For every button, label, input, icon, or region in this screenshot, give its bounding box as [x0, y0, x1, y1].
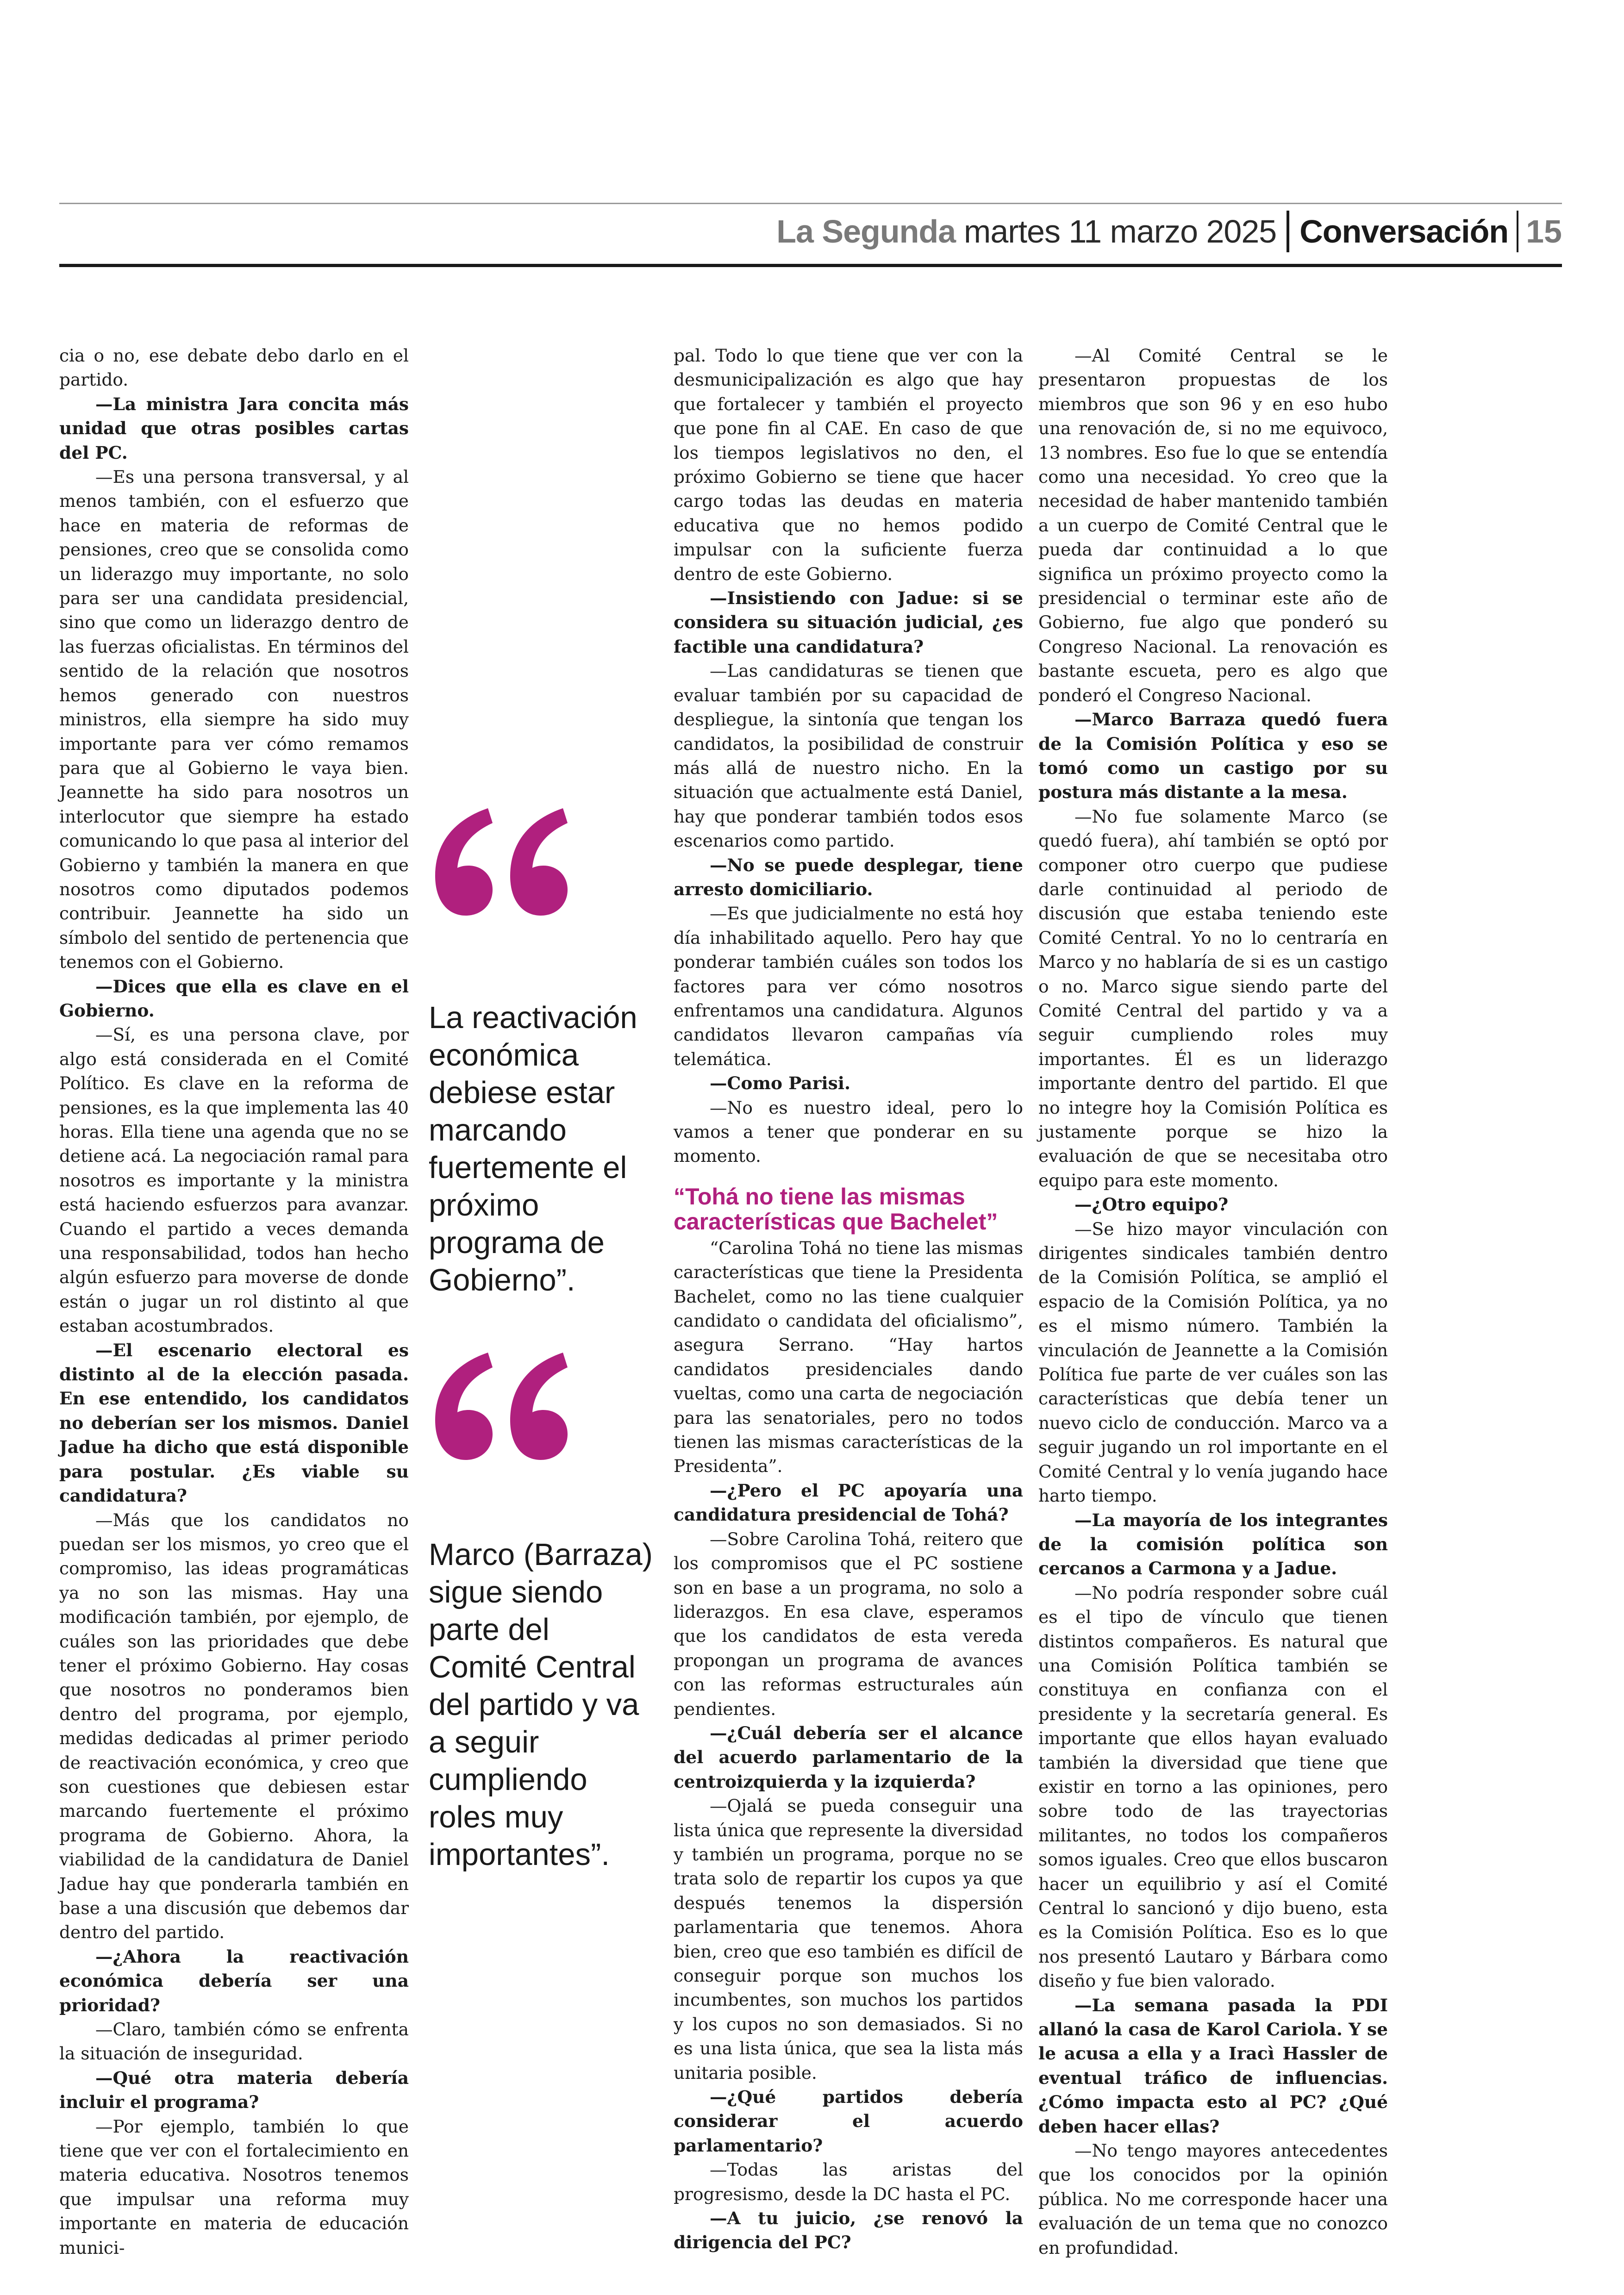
interview-question: —El escenario electoral es distinto al de la elección pasada. En ese entendido, los candidatos no deberían ser los mismos. Daniel Jadue ha dicho que está disponible para postular. ¿Es viable su candidatura? — [59, 1340, 409, 1506]
quote-mark-icon — [429, 1351, 568, 1462]
header-separator — [1287, 211, 1289, 252]
header-bottom-rule — [59, 264, 1562, 267]
subheading: “Tohá no tiene las mismas características que Bachelet” — [674, 1183, 998, 1235]
paragraph: —No fue solamente Marco (se quedó fuera), ahí también se optó por componer otro cuerpo que pudiese darle continuidad al periodo de discusión que estaba teniendo este Comité Central. Yo no lo centraría en Marco y no hablaría de si es un castigo o no. Marco sigue siendo parte del Comité Central del partido y va a seguir cumpliendo roles muy importantes. Él es un liderazgo importante dentro del partido. El que no integre hoy la Comisión Política es justamente porque se hizo la evaluación de que se necesitaba otro equipo para este momento. — [1038, 806, 1388, 1191]
paragraph: —No es nuestro ideal, pero lo vamos a tener que ponderar en su momento. — [674, 1097, 1023, 1166]
header-separator — [1517, 211, 1518, 252]
interview-question: —¿Qué partidos debería considerar el acuerdo parlamentario? — [674, 2087, 1023, 2156]
paragraph: —Claro, también cómo se enfrenta la situación de inseguridad. — [59, 2019, 409, 2064]
section-name: Conversación — [1299, 213, 1509, 249]
paragraph: —Ojalá se pueda conseguir una lista única que represente la diversidad y también un programa, porque no se trata solo de repartir los cupos ya que después tenemos la dispersión parlamentaria que tenemos. Ahora bien, creo que eso también es difícil de conseguir porque son muchos los incumbentes, son muchos los partidos y los cupos no son demasiados. Si no es una lista única, que sea la lista más unitaria posible. — [674, 1796, 1023, 2083]
interview-question: —La mayoría de los integrantes de la comisión política son cercanos a Carmona y a Jadue. — [1038, 1509, 1388, 1579]
interview-question: —La semana pasada la PDI allanó la casa de Karol Cariola. Y se le acusa a ella y a Iracì Hassler de eventual tráfico de influencias. ¿Cómo impacta esto al PC? ¿Qué deben hacer ellas? — [1038, 1995, 1388, 2137]
interview-question: —A tu juicio, ¿se renovó la dirigencia del PC? — [674, 2208, 1023, 2253]
interview-question: —Insistiendo con Jadue: si se considera su situación judicial, ¿es factible una candidatura? — [674, 588, 1023, 657]
interview-question: —¿Cuál debería ser el alcance del acuerdo parlamentario de la centroizquierda y la izquierda? — [674, 1722, 1023, 1792]
paragraph: cia o no, ese debate debo darlo en el partido. — [59, 345, 409, 390]
paragraph: “Carolina Tohá no tiene las mismas características que tiene la Presidenta Bachelet, como no las tiene cualquier candidato o candidata del oficialismo”, asegura Serrano. “Hay hartos candidatos presidenciales dando vueltas, como una carta de negociación para las senatoriales, pero no todos tienen las mismas características de la Presidenta”. — [674, 1237, 1023, 1477]
paragraph: pal. Todo lo que tiene que ver con la desmunicipalización es algo que hay que fortalecer y también el proyecto que pone fin al CAE. En caso de que los tiempos legislativos no den, el próximo Gobierno se tiene que hacer cargo todas las deudas en materia educativa que no hemos podido impulsar con la suficiente fuerza dentro de este Gobierno. — [674, 345, 1023, 584]
issue-date: martes 11 marzo 2025 — [964, 213, 1277, 249]
paragraph: —Por ejemplo, también lo que tiene que ver con el fortalecimiento en materia educativa. Nosotros tenemos que impulsar una reforma muy importante en materia de educación munici- — [59, 2116, 409, 2258]
interview-question: —¿Pero el PC apoyaría una candidatura presidencial de Tohá? — [674, 1480, 1023, 1525]
paragraph: —Es una persona transversal, y al menos también, con el esfuerzo que hace en materia de reformas de pensiones, creo que se consolida como un liderazgo muy importante, no solo para ser una candidata presidencial, sino que como un liderazgo dentro de las fuerzas oficialistas. En términos del sentido de la relación que nosotros hemos generado con nuestros ministros, ella siempre ha sido muy importante para ver cómo remamos para que al Gobierno le vaya bien. Jeannette ha sido para nosotros un interlocutor que siempre ha estado comunicando lo que pasa al interior del Gobierno y también la manera en que nosotros como diputados podemos contribuir. Jeannette ha sido un símbolo del sentido de pertenencia que tenemos con el Gobierno. — [59, 467, 409, 973]
paragraph: —Sí, es una persona clave, por algo está considerada en el Comité Político. Es clave en la reforma de pensiones, es la que implementa las 40 horas. Ella tiene una agenda que no se detiene acá. La negociación ramal para nosotros es importante y la ministra está haciendo esfuerzos para avanzar. Cuando el partido a veces demanda una responsabilidad, todos han hecho algún esfuerzo para moverse de donde están o jugar un rol distinto al que estaban acostumbrados. — [59, 1024, 409, 1336]
pull-quote: Marco (Barraza) sigue siendo parte del Comité Central del partido y va a seguir cumpliendo roles muy importantes”. — [429, 1537, 653, 1872]
paragraph: —Es que judicialmente no está hoy día inhabilitado aquello. Pero hay que ponderar también cuáles son todos los factores para ver cómo nosotros enfrentamos una candidatura. Algunos candidatos llevaron campañas vía telemática. — [674, 903, 1023, 1069]
interview-question: —Dices que ella es clave en el Gobierno. — [59, 976, 409, 1021]
paragraph: —No tengo mayores antecedentes que los conocidos por la opinión pública. No me corresponde hacer una evaluación de un tema que no conozco en profundidad. — [1038, 2140, 1388, 2258]
page-header — [776, 204, 1562, 259]
article-column-1 — [59, 343, 409, 2260]
interview-question: —¿Otro equipo? — [1074, 1194, 1229, 1215]
newspaper-name: La Segunda — [776, 213, 956, 249]
interview-question: —No se puede desplegar, tiene arresto domiciliario. — [674, 854, 1023, 899]
interview-question: —¿Ahora la reactivación económica debería ser una prioridad? — [59, 1946, 409, 2015]
article-column-2 — [674, 343, 1023, 2255]
interview-question: —Qué otra materia debería incluir el programa? — [59, 2067, 409, 2113]
interview-question: —La ministra Jara concita más unidad que otras posibles cartas del PC. — [59, 393, 409, 463]
page-number: 15 — [1526, 213, 1562, 249]
paragraph: —No podría responder sobre cuál es el tipo de vínculo que tienen distintos compañeros. Es natural que una Comisión Política también se constituya en confianza con el presidente y la secretaría general. Es importante que ellos hayan evaluado también la diversidad que tiene que existir en torno a las opiniones, pero sobre todo de las trayectorias militantes, no todos los compañeros somos iguales. Creo que ellos buscaron hacer un equilibrio y así el Comité Central lo sancionó y dijo bueno, esta es la Comisión Política. Eso es lo que nos presentó Lautaro y Bárbara como diseño y fue bien valorado. — [1038, 1582, 1388, 1991]
paragraph: —Las candidaturas se tienen que evaluar también por su capacidad de despliegue, la sintonía que tengan los candidatos, la posibilidad de construir más allá de nuestro nicho. En la situación que actualmente está Daniel, hay que ponderar también todos esos escenarios como partido. — [674, 661, 1023, 851]
paragraph: —Todas las aristas del progresismo, desde la DC hasta el PC. — [674, 2159, 1023, 2204]
paragraph: —Se hizo mayor vinculación con dirigentes sindicales también dentro de la Comisión Política, se amplió el espacio de la Comisión Política, ya no es el mismo número. También la vinculación de Jeannette a la Comisión Política fue parte de ver cuáles son las características que debía tener un nuevo ciclo de conducción. Marco va a seguir jugando un rol importante en el Comité Central y lo venía jugando hace harto tiempo. — [1038, 1218, 1388, 1506]
paragraph: —Al Comité Central se le presentaron propuestas de los miembros que son 96 y en eso hubo una renovación de, si no me equivoco, 13 nombres. Eso fue lo que se entendía como una necesidad. Yo creo que la necesidad de haber mantenido también a un cuerpo de Comité Central que le pueda dar continuidad a lo que significa un próximo proyecto como la presidencial o terminar este año de Gobierno, fue algo que ponderó su Congreso Nacional. La renovación es bastante escueta, pero es algo que ponderó el Congreso Nacional. — [1038, 345, 1388, 705]
interview-question: —Como Parisi. — [710, 1073, 851, 1094]
paragraph: —Sobre Carolina Tohá, reitero que los compromisos que el PC sostiene son en base a un programa, no solo a liderazgos. En esa clave, esperamos que los candidatos de esta vereda propongan un programa de avances con las reformas estructurales aún pendientes. — [674, 1528, 1023, 1719]
quote-mark-icon — [429, 806, 568, 917]
article-column-3 — [1038, 343, 1388, 2260]
paragraph: —Más que los candidatos no puedan ser los mismos, yo creo que el compromiso, las ideas programáticas ya no son las mismas. Hay una modificación también, por ejemplo, de cuáles son las prioridades que debe tener el próximo Gobierno. Hay cosas que nosotros no ponderamos bien dentro del programa, por ejemplo, medidas dedicadas al primer periodo de reactivación económica, y creo que son cuestiones que debiesen estar marcando fuertemente el próximo programa de Gobierno. Ahora, la viabilidad de la candidatura de Daniel Jadue hay que ponderarla también en base a una discusión que debemos dar dentro del partido. — [59, 1509, 409, 1943]
pull-quote: La reactivación económica debiese estar marcando fuertemente el próximo programa de Gobierno”. — [429, 1000, 637, 1297]
interview-question: —Marco Barraza quedó fuera de la Comisión Política y eso se tomó como un castigo por su postura más distante a la mesa. — [1038, 709, 1388, 803]
